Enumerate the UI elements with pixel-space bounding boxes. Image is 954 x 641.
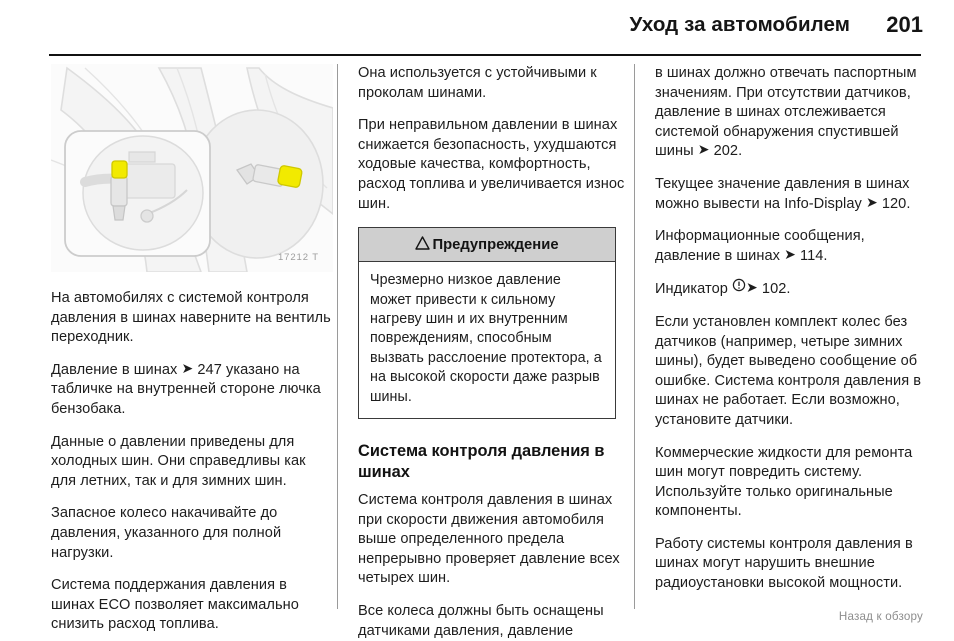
section-heading: Система контроля давления в шинах	[358, 442, 605, 481]
paragraph-text-before: Давление в шинах	[51, 361, 182, 378]
paragraph: Система поддержания давления в шинах ECO позволяет максимально снизить расход топлива.	[51, 577, 299, 633]
warning-box	[358, 227, 616, 419]
column-right	[655, 64, 927, 594]
page-footer	[0, 607, 954, 625]
paragraph: Все колеса должны быть оснащены датчиками давления, давление	[358, 602, 604, 639]
paragraph: Работу системы контроля давления в шинах могут нарушить внешние радиоустановки высокой мощности.	[655, 535, 913, 592]
warning-box-title: Предупреждение	[432, 236, 559, 253]
paragraph-text-after: 102.	[757, 281, 791, 298]
column-divider-right	[634, 64, 635, 609]
paragraph-text-after: 247 указано на табличке на внутренней стороне лючка бензобака.	[51, 361, 321, 417]
paragraph-text-before: в шинах должно отвечать паспортным значениям. При отсутствии датчиков, давление в шинах отслеживается системой обнаружения спустившей шины	[655, 65, 917, 160]
paragraph: Система контроля давления в шинах при скорости движения автомобиля выше определенного предела непрерывно проверяет давление всех четырех шин.	[358, 492, 620, 587]
paragraph: Запасное колесо накачивайте до давления, указанного для полной нагрузки.	[51, 505, 282, 561]
page-reference-arrow-icon: ➤	[697, 141, 710, 158]
paragraph	[655, 175, 927, 214]
paragraph-text-before: Индикатор	[655, 281, 733, 298]
paragraph	[655, 227, 927, 266]
page-reference-arrow-icon: ➤	[746, 279, 758, 296]
page-reference-arrow-icon: ➤	[181, 359, 194, 376]
page-reference-arrow-icon: ➤	[865, 193, 878, 210]
warning-text: Чрезмерно низкое давление может привести к сильному нагреву шин и их внутренним повреждениям, способным вызвать расслоение протектора, а на высокой скорости даже разрыв шины.	[370, 272, 602, 405]
paragraph-text-after: 202.	[709, 143, 743, 160]
paragraph: Если установлен комплект колес без датчиков (например, четыре зимних шины), будет выведено сообщение об ошибке. Система контроля давления в шинах не работает. Если возможно, установите датчики.	[655, 313, 922, 428]
paragraph-text-before: Текущее значение давления в шинах можно вывести на Info-Display	[655, 175, 910, 212]
paragraph-text-before: Информационные сообщения, давление в шинах	[655, 228, 865, 264]
page-title: Уход за автомобилем	[629, 13, 850, 36]
paragraph: На автомобилях с системой контроля давления в шинах наверните на вентиль переходник.	[51, 290, 331, 346]
paragraph-text-after: 114.	[795, 247, 828, 264]
paragraph: Данные о давлении приведены для холодных шин. Они справедливы как для летних, так и для зимних шин.	[51, 433, 306, 489]
header-divider-rule	[49, 54, 921, 56]
paragraph	[655, 64, 927, 162]
column-divider-left	[337, 64, 338, 609]
paragraph: Она используется с устойчивыми к проколам шинами.	[358, 65, 597, 101]
page-number: 201	[886, 12, 923, 37]
illustration-caption: 17212 T	[278, 252, 319, 263]
column-middle	[358, 64, 628, 641]
paragraph-text-after: 120.	[877, 195, 911, 212]
warning-box-header	[359, 228, 615, 262]
indicator-exclamation-circle-icon	[732, 278, 746, 294]
page-reference-arrow-icon: ➤	[784, 245, 796, 262]
warning-box-body	[359, 262, 615, 418]
back-to-overview-link[interactable]: Назад к обзору	[838, 610, 923, 623]
paragraph: Коммерческие жидкости для ремонта шин могут повредить систему. Используйте только оригинальные компоненты.	[655, 444, 913, 520]
page-header	[0, 0, 954, 50]
left-column-text	[51, 289, 333, 635]
paragraph	[51, 361, 333, 420]
tire-valve-adapter-illustration	[51, 64, 333, 272]
paragraph: При неправильном давлении в шинах снижается безопасность, ухудшаются ходовые качества, комфортность, расход топлива и увеличивается износ шин.	[358, 117, 625, 212]
paragraph	[655, 279, 927, 300]
warning-triangle-icon	[415, 236, 430, 254]
